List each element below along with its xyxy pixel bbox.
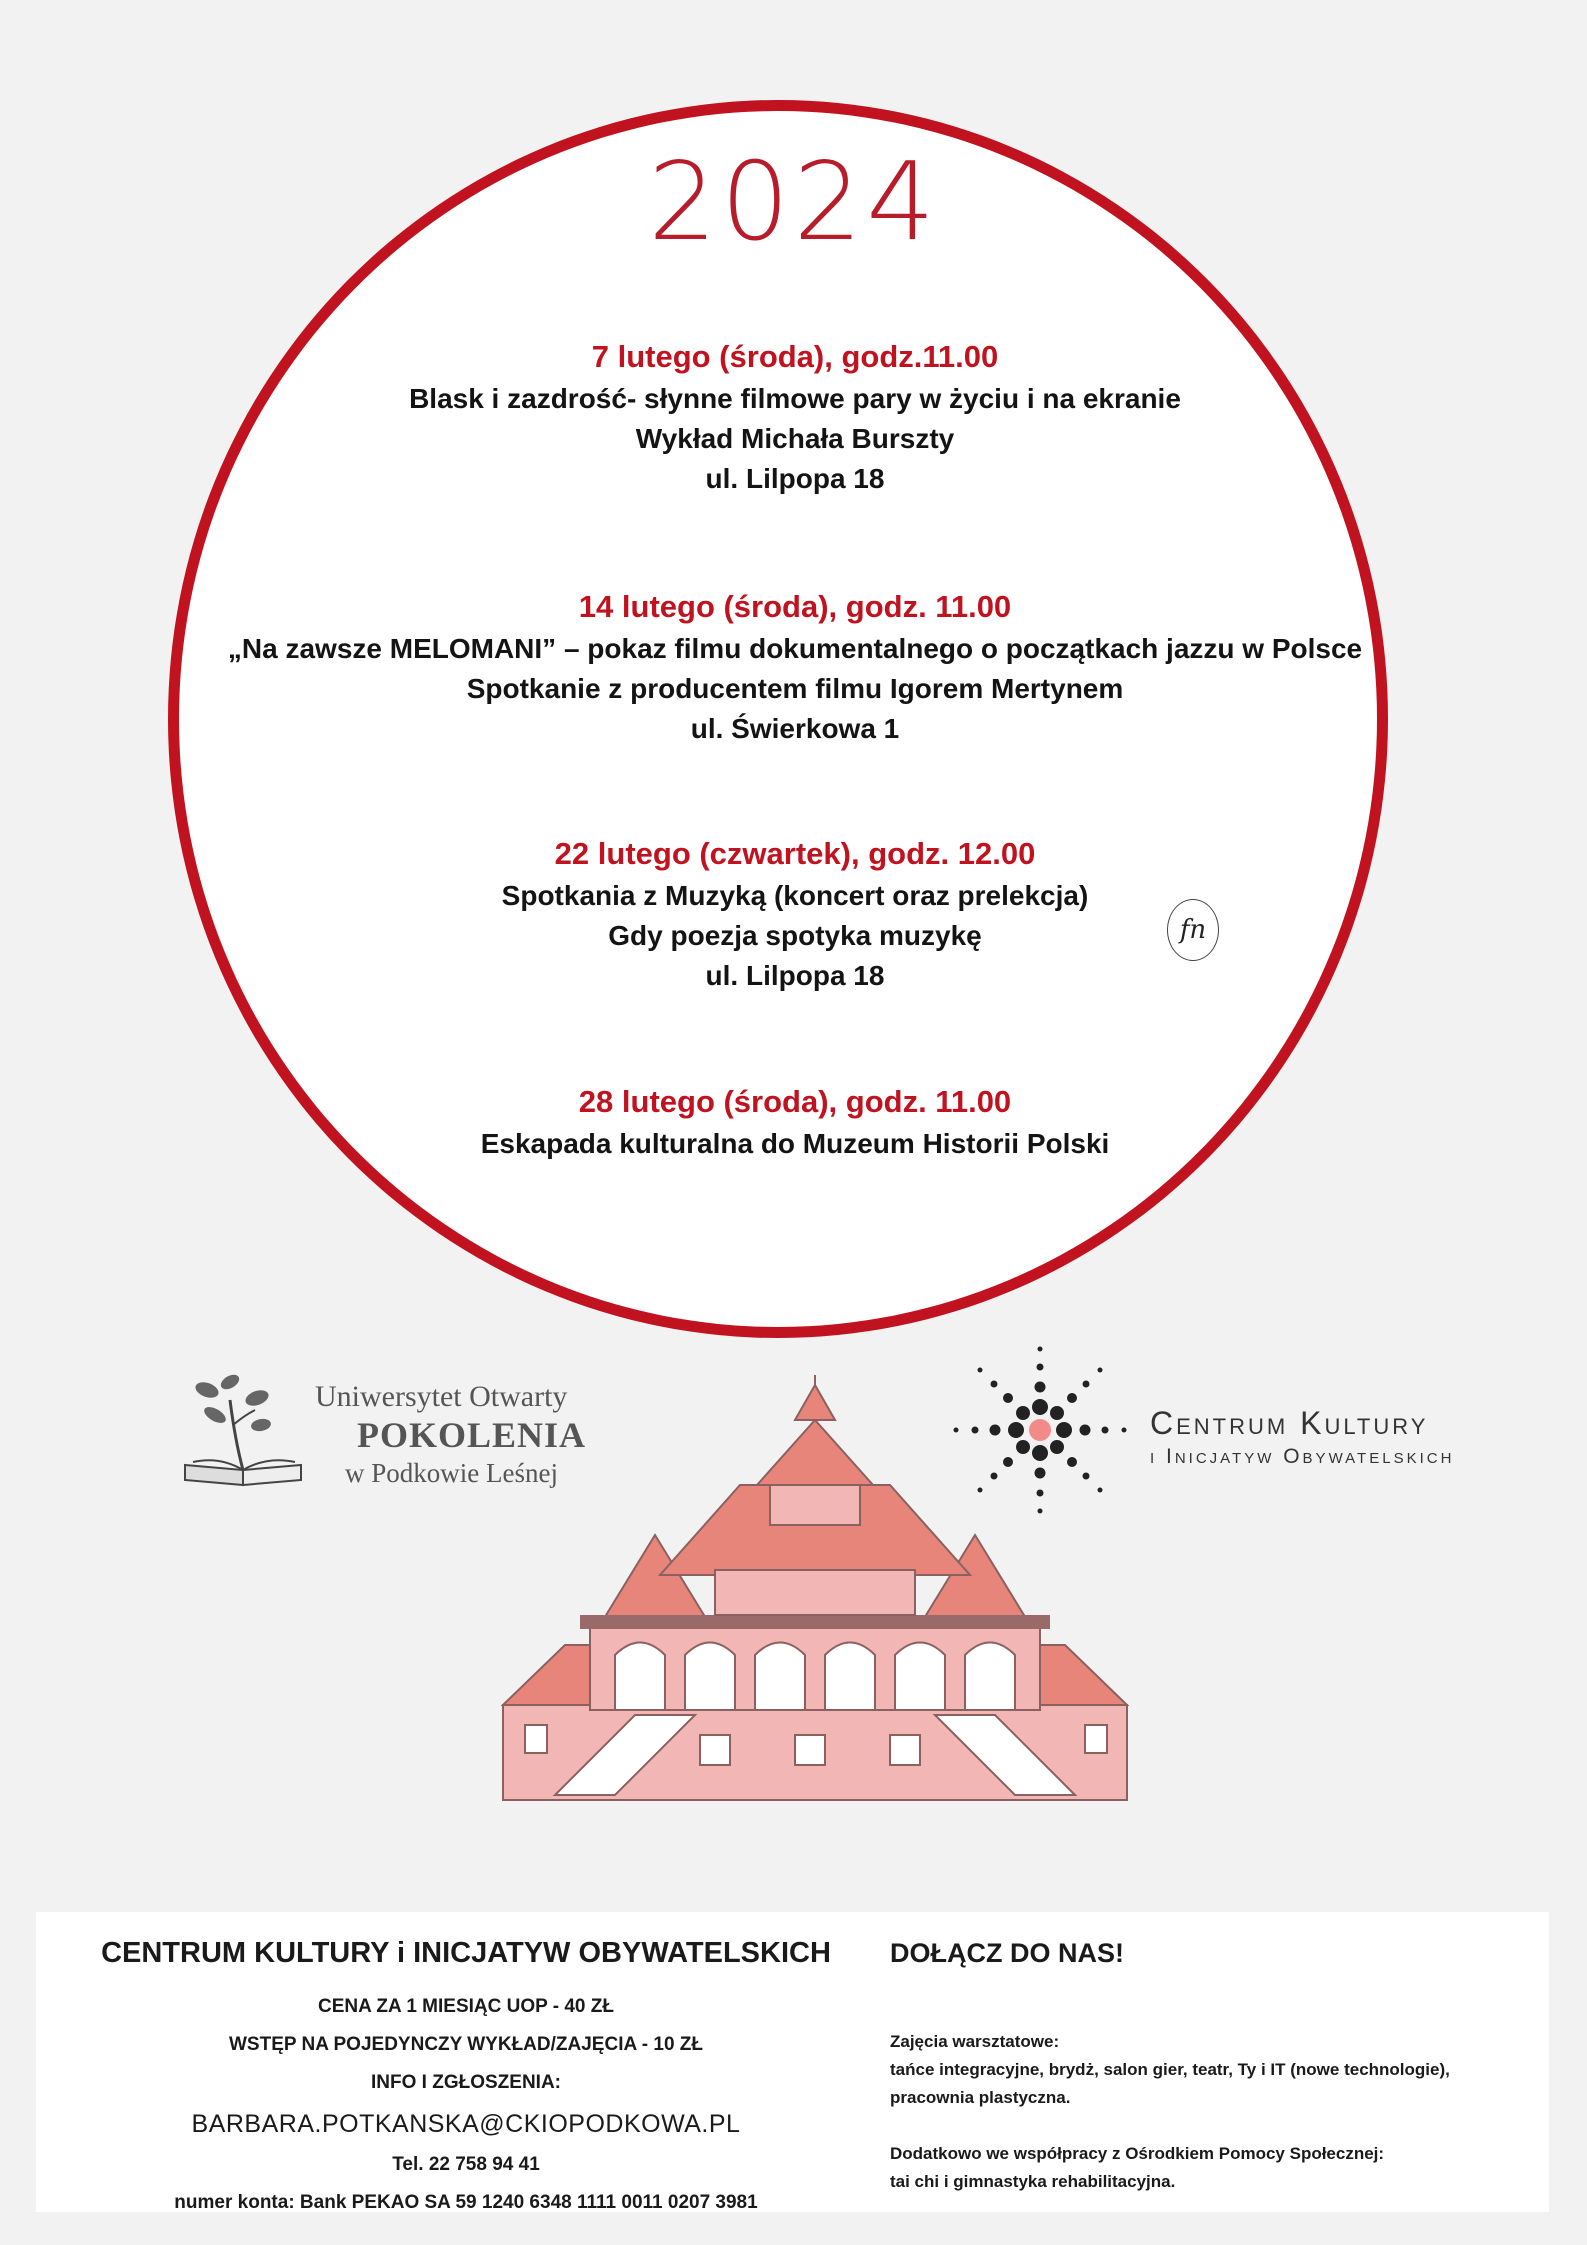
event-subtitle: Gdy poezja spotyka muzykę xyxy=(608,920,982,951)
event-2 xyxy=(200,585,1390,749)
book-tree-icon xyxy=(175,1370,315,1490)
price-single: WSTĘP NA POJEDYNCZY WYKŁAD/ZAJĘCIA - 10 ZŁ xyxy=(229,2034,703,2055)
workshops-line2: pracownia plastyczna. xyxy=(890,2088,1071,2107)
extra-line2: tai chi i gimnastyka rehabilitacyjna. xyxy=(890,2172,1176,2191)
event-date: 28 lutego (środa), godz. 11.00 xyxy=(578,1084,1012,1119)
event-1 xyxy=(200,335,1390,499)
event-address: ul. Lilpopa 18 xyxy=(705,960,885,991)
uop-logo-line1: Uniwersytet Otwarty xyxy=(315,1380,568,1413)
year-heading: 2024 xyxy=(648,140,939,265)
phone: Tel. 22 758 94 41 xyxy=(392,2154,540,2175)
ck-logo-line1: Centrum Kultury xyxy=(1150,1405,1429,1441)
bank-account: numer konta: Bank PEKAO SA 59 1240 6348 1111 0011 0207 3981 xyxy=(174,2192,758,2213)
footer-title: CENTRUM KULTURY i INICJATYW OBYWATELSKICH xyxy=(101,1937,831,1969)
event-date: 22 lutego (czwartek), godz. 12.00 xyxy=(554,836,1036,871)
workshops-line1: tańce integracyjne, brydż, salon gier, teatr, Ty i IT (nowe technologie), xyxy=(890,2060,1450,2079)
event-4 xyxy=(200,1080,1390,1164)
event-date: 14 lutego (środa), godz. 11.00 xyxy=(578,589,1012,624)
footer-left xyxy=(36,1930,896,2222)
event-subtitle: Spotkanie z producentem filmu Igorem Mertynem xyxy=(466,673,1124,704)
uop-logo-line3: w Podkowie Leśnej xyxy=(345,1458,558,1488)
event-title: Eskapada kulturalna do Muzeum Historii Polski xyxy=(480,1128,1110,1159)
email-link[interactable]: BARBARA.POTKANSKA@CKIOPODKOWA.PL xyxy=(191,2110,741,2138)
event-title: Spotkania z Muzyką (koncert oraz prelekcja) xyxy=(501,880,1089,911)
footer-panel xyxy=(36,1912,1549,2212)
price-month: CENA ZA 1 MIESIĄC UOP - 40 ZŁ xyxy=(318,1996,614,2017)
extra-line1: Dodatkowo we współpracy z Ośrodkiem Pomocy Społecznej: xyxy=(890,2144,1385,2163)
ck-logo-line2: i Inicjatyw Obywatelskich xyxy=(1150,1445,1455,1468)
event-date: 7 lutego (środa), godz.11.00 xyxy=(591,339,999,374)
footer-right xyxy=(890,1930,1530,2196)
event-subtitle: Wykład Michała Burszty xyxy=(635,423,955,454)
event-address: ul. Świerkowa 1 xyxy=(690,713,900,744)
building-illustration xyxy=(495,1375,1135,1815)
info-label: INFO I ZGŁOSZENIA: xyxy=(371,2072,561,2093)
event-title: Blask i zazdrość- słynne filmowe pary w życiu i na ekranie xyxy=(409,383,1181,414)
join-title: DOŁĄCZ DO NAS! xyxy=(890,1938,1124,1968)
fn-logo-icon: fn xyxy=(1167,899,1219,961)
workshops-label: Zajęcia warsztatowe: xyxy=(890,2032,1060,2051)
uop-logo-line2: POKOLENIA xyxy=(357,1415,587,1455)
event-title: „Na zawsze MELOMANI” – pokaz filmu dokumentalnego o początkach jazzu w Polsce xyxy=(227,633,1363,664)
event-address: ul. Lilpopa 18 xyxy=(705,463,885,494)
